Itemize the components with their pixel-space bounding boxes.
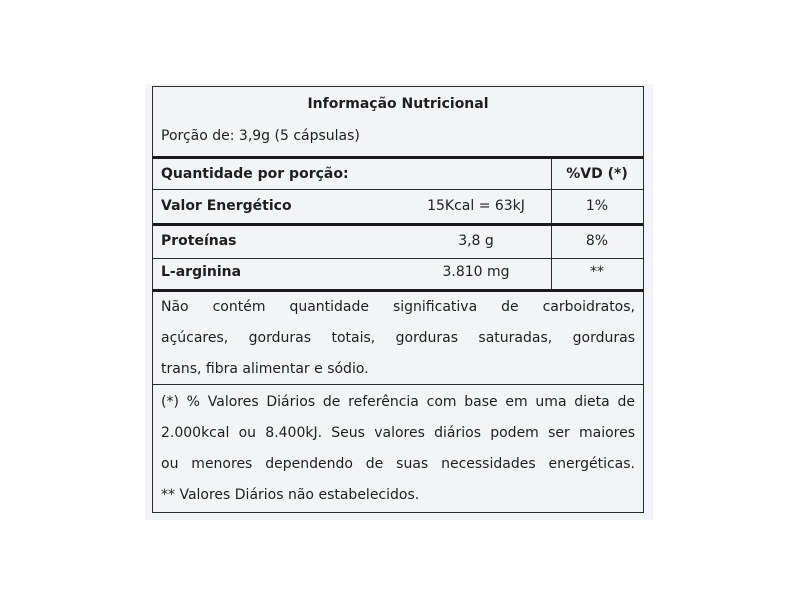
nutrition-facts-table (152, 86, 644, 513)
row-vd-energy: 1% (585, 198, 609, 214)
footnote-line: (*) % Valores Diários de referência com base em uma dieta de (161, 394, 635, 410)
row-divider (153, 189, 643, 190)
row-amount-protein: 3,8 g (458, 233, 494, 249)
table-title: Informação Nutricional (307, 96, 489, 112)
column-divider (551, 190, 552, 223)
row-name-protein: Proteínas (161, 233, 237, 249)
quantity-column-header: Quantidade por porção: (161, 166, 349, 182)
row-vd-protein: 8% (585, 233, 609, 249)
note-line: açúcares, gorduras totais, gorduras saturadas, gorduras (161, 330, 635, 346)
row-vd-l-arginine: ** (590, 264, 604, 280)
column-divider (551, 259, 552, 289)
daily-values-footnote (161, 387, 635, 511)
header-divider (153, 156, 643, 159)
row-amount-l-arginine: 3.810 mg (442, 264, 510, 280)
row-amount-energy: 15Kcal = 63kJ (427, 198, 525, 214)
not-significant-note (161, 292, 635, 385)
note-divider (153, 384, 643, 385)
footnote-line: ou menores dependendo de suas necessidades energéticas. (161, 456, 635, 472)
column-divider (551, 226, 552, 258)
column-divider (551, 159, 552, 189)
vd-column-header: %VD (*) (566, 166, 628, 182)
note-line: Não contém quantidade significativa de carboidratos, (161, 299, 635, 315)
row-name-l-arginine: L-arginina (161, 264, 242, 280)
section-divider (153, 223, 643, 226)
footnote-line: ** Valores Diários não estabelecidos. (161, 487, 420, 503)
footnote-line: 2.000kcal ou 8.400kJ. Seus valores diários podem ser maiores (161, 425, 635, 441)
portion-size: Porção de: 3,9g (5 cápsulas) (161, 128, 360, 144)
row-divider (153, 258, 643, 259)
note-line: trans, fibra alimentar e sódio. (161, 361, 369, 377)
row-name-energy: Valor Energético (161, 198, 292, 214)
